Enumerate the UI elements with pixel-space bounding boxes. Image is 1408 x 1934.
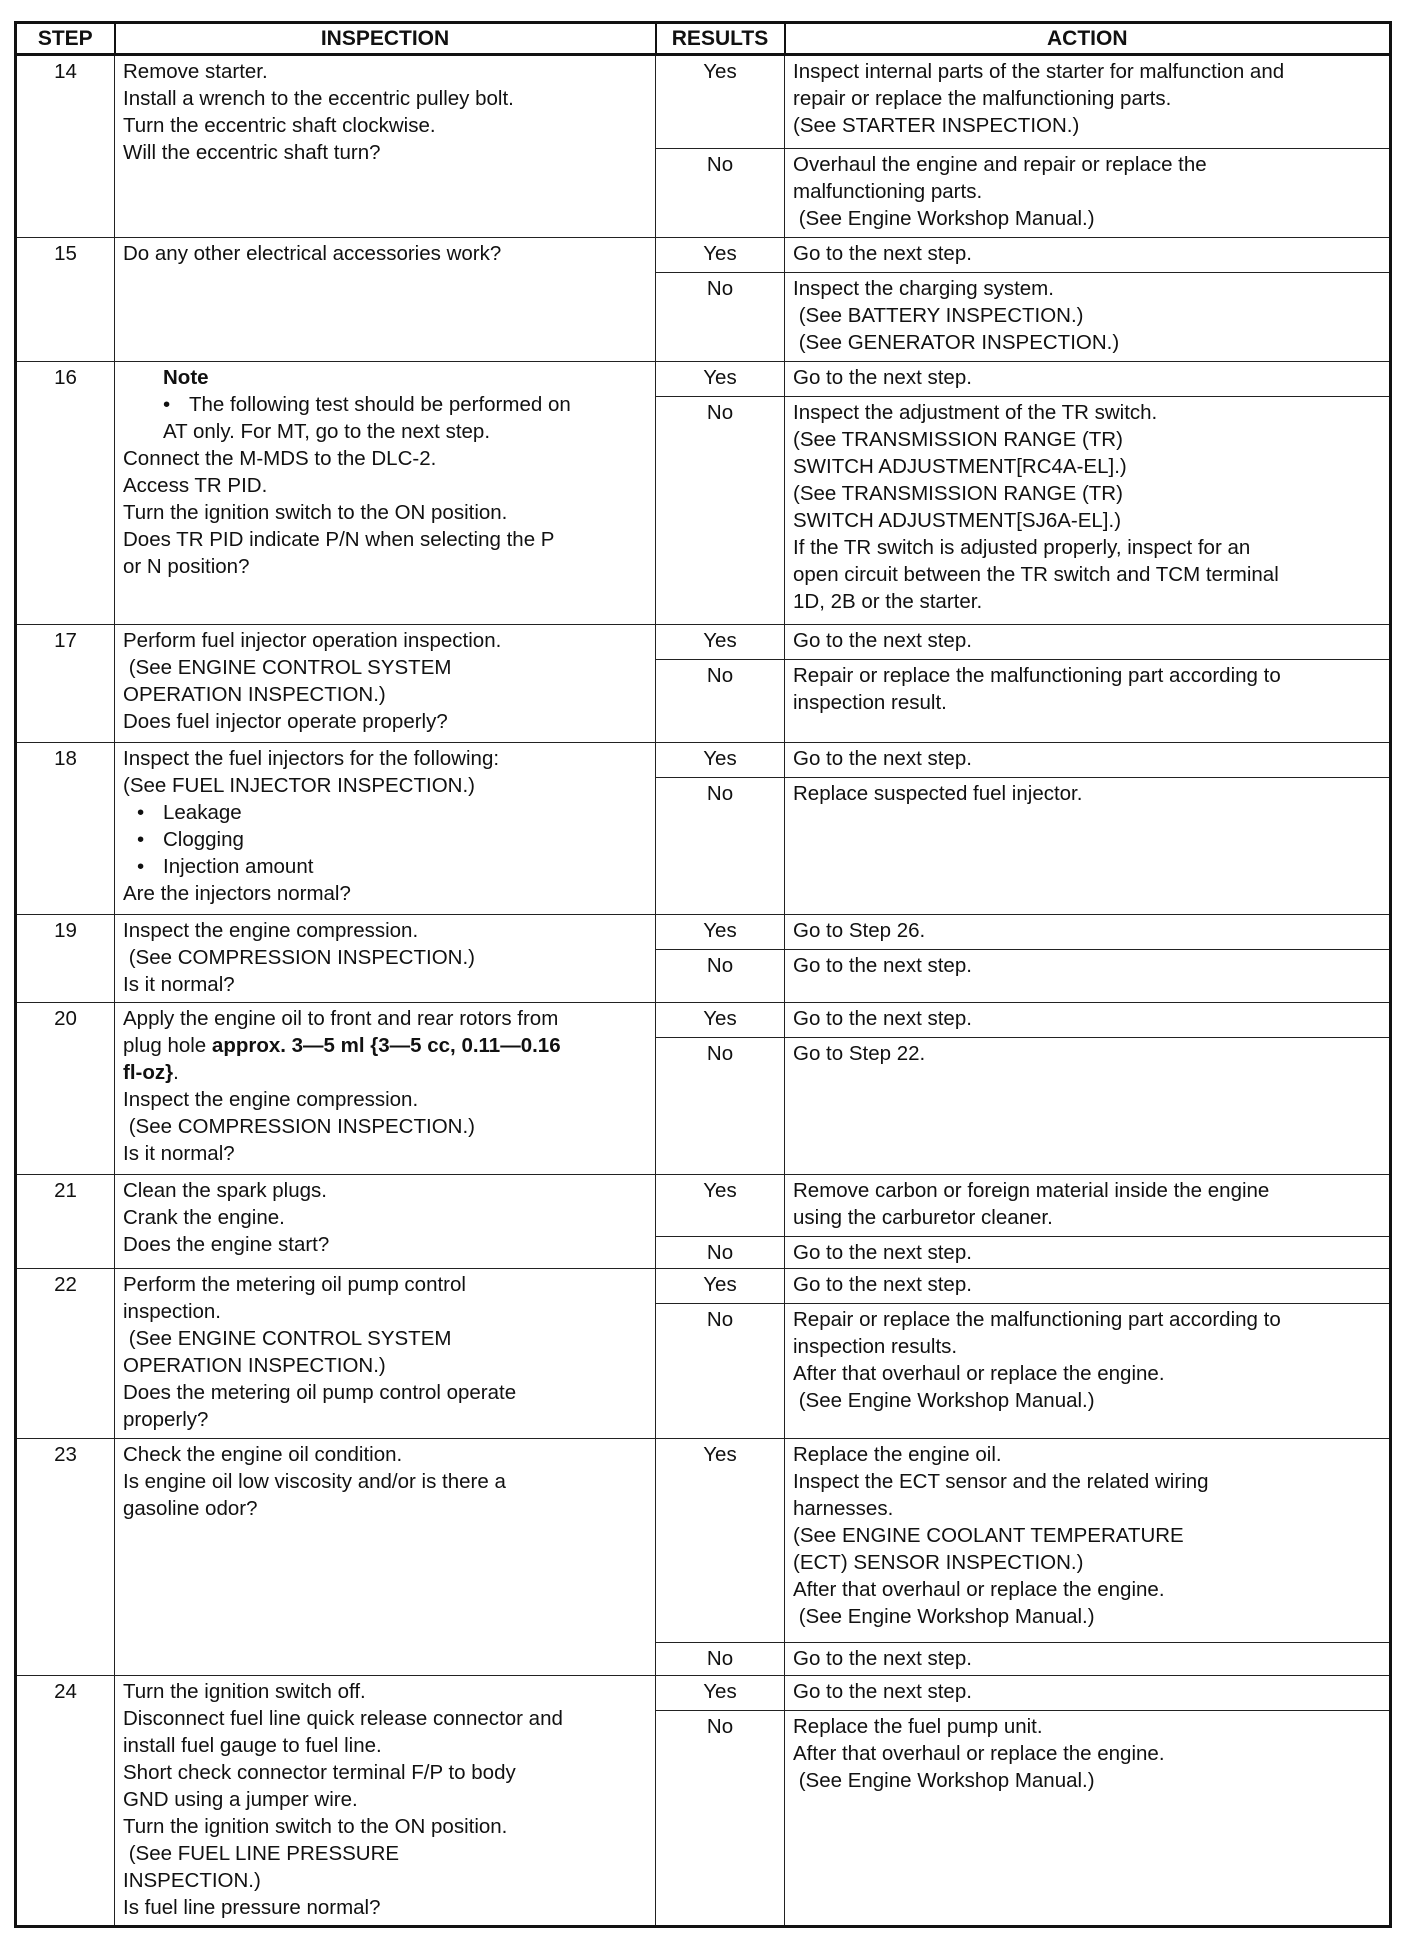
text-line: Go to Step 26.: [793, 919, 926, 942]
result-no: No: [656, 950, 785, 1003]
text-line: Turn the ignition switch off.: [123, 1680, 366, 1703]
result-no: No: [656, 778, 785, 915]
action-cell: [785, 778, 1391, 915]
result-no: No: [656, 1304, 785, 1439]
text-line: (See ENGINE CONTROL SYSTEM: [123, 656, 452, 679]
text-line: 1D, 2B or the starter.: [793, 590, 983, 613]
text-line: Inspect the charging system.: [793, 277, 1054, 300]
text-line: Connect the M-MDS to the DLC-2.: [123, 447, 437, 470]
inspection-cell: [115, 1269, 656, 1439]
table-body: [16, 55, 1391, 1927]
action-cell: [785, 1175, 1391, 1237]
text-line: inspection results.: [793, 1335, 958, 1358]
result-no: No: [656, 660, 785, 743]
text-line: If the TR switch is adjusted properly, inspect for an: [793, 536, 1251, 559]
text-line: Repair or replace the malfunctioning part according to: [793, 664, 1281, 687]
text-line: Go to the next step.: [793, 747, 972, 770]
text-line: (See STARTER INSPECTION.): [793, 114, 1080, 137]
text-line: Go to the next step.: [793, 366, 972, 389]
text-line: Inspect the adjustment of the TR switch.: [793, 401, 1158, 424]
bullet-item: [123, 853, 647, 880]
text-line: Short check connector terminal F/P to body: [123, 1761, 516, 1784]
text-line: install fuel gauge to fuel line.: [123, 1734, 382, 1757]
text-line: Does fuel injector operate properly?: [123, 710, 448, 733]
step-number: 15: [16, 238, 115, 362]
text-line: After that overhaul or replace the engine.: [793, 1742, 1165, 1765]
bullet-item: [123, 826, 647, 853]
action-cell: [785, 660, 1391, 743]
table-row: [16, 743, 1391, 778]
text-line: Repair or replace the malfunctioning part according to: [793, 1308, 1281, 1331]
action-cell: [785, 625, 1391, 660]
inspection-cell: [115, 743, 656, 915]
table-row: [16, 55, 1391, 149]
text-line: Does the metering oil pump control operate: [123, 1381, 517, 1404]
text-line: gasoline odor?: [123, 1497, 258, 1520]
text-line: Go to the next step.: [793, 1007, 972, 1030]
inspection-cell: [115, 1175, 656, 1269]
text-line: (See Engine Workshop Manual.): [793, 1769, 1095, 1792]
result-no: No: [656, 1237, 785, 1269]
action-cell: [785, 1003, 1391, 1038]
step-number: 21: [16, 1175, 115, 1269]
text-line: Will the eccentric shaft turn?: [123, 141, 381, 164]
text-line: Perform the metering oil pump control: [123, 1273, 466, 1296]
text-line: malfunctioning parts.: [793, 180, 983, 203]
bullet-icon: •: [163, 393, 171, 416]
text-line: Is fuel line pressure normal?: [123, 1896, 381, 1919]
text-segment: .: [173, 1061, 179, 1084]
text-line: (See FUEL INJECTOR INSPECTION.): [123, 774, 475, 797]
result-yes: Yes: [656, 55, 785, 149]
inspection-cell: [115, 1439, 656, 1676]
bullet-item: [123, 391, 647, 418]
text-line: repair or replace the malfunctioning parts.: [793, 87, 1172, 110]
text-line: Inspect the ECT sensor and the related wiring: [793, 1470, 1209, 1493]
text-line: OPERATION INSPECTION.): [123, 683, 386, 706]
bullet-text: Injection amount: [163, 855, 314, 878]
text-line: Does TR PID indicate P/N when selecting the P: [123, 528, 555, 551]
text-line: AT only. For MT, go to the next step.: [163, 420, 491, 443]
action-cell: [785, 55, 1391, 149]
action-cell: [785, 238, 1391, 273]
action-cell: [785, 149, 1391, 238]
text-line: GND using a jumper wire.: [123, 1788, 358, 1811]
result-yes: Yes: [656, 915, 785, 950]
inspection-cell: [115, 55, 656, 238]
inspection-cell: [115, 238, 656, 362]
step-number: 14: [16, 55, 115, 238]
table-row: [16, 1269, 1391, 1304]
text-line: Disconnect fuel line quick release connector and: [123, 1707, 563, 1730]
text-segment: plug hole: [123, 1034, 212, 1057]
text-line: harnesses.: [793, 1497, 894, 1520]
bullet-text: Leakage: [163, 801, 242, 824]
text-line: Replace the engine oil.: [793, 1443, 1002, 1466]
text-line: Perform fuel injector operation inspection.: [123, 629, 502, 652]
action-cell: [785, 1269, 1391, 1304]
result-yes: Yes: [656, 1003, 785, 1038]
text-line: Remove carbon or foreign material inside the engine: [793, 1179, 1270, 1202]
text-line: open circuit between the TR switch and TCM terminal: [793, 563, 1279, 586]
header-row: [16, 23, 1391, 55]
step-number: 19: [16, 915, 115, 1003]
text-line: Go to the next step.: [793, 954, 972, 977]
text-line: (ECT) SENSOR INSPECTION.): [793, 1551, 1084, 1574]
text-line: Inspect internal parts of the starter for malfunction and: [793, 60, 1285, 83]
result-yes: Yes: [656, 625, 785, 660]
bullet-icon: •: [137, 801, 145, 824]
text-line: SWITCH ADJUSTMENT[RC4A-EL].): [793, 455, 1127, 478]
text-line: Replace the fuel pump unit.: [793, 1715, 1043, 1738]
text-line: (See BATTERY INSPECTION.): [793, 304, 1084, 327]
result-yes: Yes: [656, 1269, 785, 1304]
result-yes: Yes: [656, 743, 785, 778]
text-line: (See Engine Workshop Manual.): [793, 207, 1095, 230]
text-line: Inspect the engine compression.: [123, 919, 419, 942]
action-cell: [785, 397, 1391, 625]
text-line: Turn the ignition switch to the ON position.: [123, 1815, 508, 1838]
text-line: OPERATION INSPECTION.): [123, 1354, 386, 1377]
bold-spec-text: approx. 3—5 ml {3—5 cc, 0.11—0.16: [211, 1034, 561, 1057]
text-line: Go to the next step.: [793, 1273, 972, 1296]
text-line: Does the engine start?: [123, 1233, 330, 1256]
table-row: [16, 1439, 1391, 1643]
text-line: Crank the engine.: [123, 1206, 285, 1229]
text-line: Is it normal?: [123, 973, 235, 996]
text-line: (See ENGINE COOLANT TEMPERATURE: [793, 1524, 1184, 1547]
bullet-text: Clogging: [163, 828, 244, 851]
text-line: Apply the engine oil to front and rear rotors from: [123, 1007, 559, 1030]
bullet-icon: •: [137, 855, 145, 878]
text-line: Access TR PID.: [123, 474, 268, 497]
action-cell: [785, 1304, 1391, 1439]
text-line: Go to the next step.: [793, 1647, 972, 1670]
bullet-item: [123, 799, 647, 826]
table-row: [16, 1003, 1391, 1038]
result-no: No: [656, 397, 785, 625]
text-line: Are the injectors normal?: [123, 882, 351, 905]
troubleshooting-table: [14, 21, 1392, 1928]
text-line: [123, 1032, 647, 1059]
text-line: Replace suspected fuel injector.: [793, 782, 1083, 805]
text-line: or N position?: [123, 555, 250, 578]
action-cell: [785, 915, 1391, 950]
text-line: Is engine oil low viscosity and/or is there a: [123, 1470, 506, 1493]
text-line: Go to the next step.: [793, 1241, 972, 1264]
note-heading: Note: [163, 366, 209, 389]
text-line: (See FUEL LINE PRESSURE: [123, 1842, 400, 1865]
bullet-text: The following test should be performed on: [189, 393, 571, 416]
text-line: Do any other electrical accessories work?: [123, 242, 502, 265]
table-row: [16, 1175, 1391, 1237]
text-line: Go to the next step.: [793, 629, 972, 652]
action-cell: [785, 743, 1391, 778]
step-number: 22: [16, 1269, 115, 1439]
header-action: ACTION: [785, 23, 1391, 55]
text-line: After that overhaul or replace the engine.: [793, 1578, 1165, 1601]
result-no: No: [656, 273, 785, 362]
table-row: [16, 625, 1391, 660]
step-number: 20: [16, 1003, 115, 1175]
action-cell: [785, 1237, 1391, 1269]
action-cell: [785, 1038, 1391, 1175]
result-no: No: [656, 1038, 785, 1175]
step-number: 18: [16, 743, 115, 915]
bold-spec-text: fl-oz}: [123, 1061, 174, 1084]
text-line: (See COMPRESSION INSPECTION.): [123, 1115, 475, 1138]
text-line: SWITCH ADJUSTMENT[SJ6A-EL].): [793, 509, 1122, 532]
result-yes: Yes: [656, 1439, 785, 1643]
result-yes: Yes: [656, 1175, 785, 1237]
text-line: After that overhaul or replace the engine.: [793, 1362, 1165, 1385]
text-line: Inspect the engine compression.: [123, 1088, 419, 1111]
header-inspection: INSPECTION: [115, 23, 656, 55]
result-no: No: [656, 1711, 785, 1927]
action-cell: [785, 1676, 1391, 1711]
inspection-cell: [115, 362, 656, 625]
table-row: [16, 238, 1391, 273]
inspection-cell: [115, 915, 656, 1003]
text-line: properly?: [123, 1408, 209, 1431]
step-number: 17: [16, 625, 115, 743]
result-yes: Yes: [656, 1676, 785, 1711]
inspection-cell: [115, 1676, 656, 1927]
text-line: [123, 1059, 647, 1086]
result-yes: Yes: [656, 362, 785, 397]
result-no: No: [656, 1643, 785, 1676]
action-cell: [785, 273, 1391, 362]
text-line: Overhaul the engine and repair or replace the: [793, 153, 1207, 176]
action-cell: [785, 1643, 1391, 1676]
text-line: Inspect the fuel injectors for the following:: [123, 747, 500, 770]
text-line: (See TRANSMISSION RANGE (TR): [793, 482, 1123, 505]
text-line: (See GENERATOR INSPECTION.): [793, 331, 1120, 354]
text-line: (See Engine Workshop Manual.): [793, 1389, 1095, 1412]
step-number: 16: [16, 362, 115, 625]
text-line: INSPECTION.): [123, 1869, 261, 1892]
bullet-icon: •: [137, 828, 145, 851]
header-results: RESULTS: [656, 23, 785, 55]
text-line: Go to Step 22.: [793, 1042, 926, 1065]
text-line: (See ENGINE CONTROL SYSTEM: [123, 1327, 452, 1350]
text-line: Turn the eccentric shaft clockwise.: [123, 114, 436, 137]
text-line: inspection result.: [793, 691, 947, 714]
step-number: 23: [16, 1439, 115, 1676]
text-line: Check the engine oil condition.: [123, 1443, 403, 1466]
step-number: 24: [16, 1676, 115, 1927]
text-line: using the carburetor cleaner.: [793, 1206, 1053, 1229]
action-cell: [785, 1711, 1391, 1927]
action-cell: [785, 1439, 1391, 1643]
table-row: [16, 362, 1391, 397]
result-yes: Yes: [656, 238, 785, 273]
text-line: Remove starter.: [123, 60, 268, 83]
text-line: Go to the next step.: [793, 242, 972, 265]
header-step: STEP: [16, 23, 115, 55]
table-row: [16, 915, 1391, 950]
text-line: Install a wrench to the eccentric pulley bolt.: [123, 87, 514, 110]
text-line: Turn the ignition switch to the ON position.: [123, 501, 508, 524]
result-no: No: [656, 149, 785, 238]
inspection-cell: [115, 625, 656, 743]
table-row: [16, 1676, 1391, 1711]
inspection-cell: [115, 1003, 656, 1175]
text-line: inspection.: [123, 1300, 222, 1323]
text-line: Is it normal?: [123, 1142, 235, 1165]
text-line: (See COMPRESSION INSPECTION.): [123, 946, 475, 969]
action-cell: [785, 362, 1391, 397]
action-cell: [785, 950, 1391, 1003]
text-line: Clean the spark plugs.: [123, 1179, 327, 1202]
text-line: (See Engine Workshop Manual.): [793, 1605, 1095, 1628]
text-line: (See TRANSMISSION RANGE (TR): [793, 428, 1123, 451]
text-line: Go to the next step.: [793, 1680, 972, 1703]
